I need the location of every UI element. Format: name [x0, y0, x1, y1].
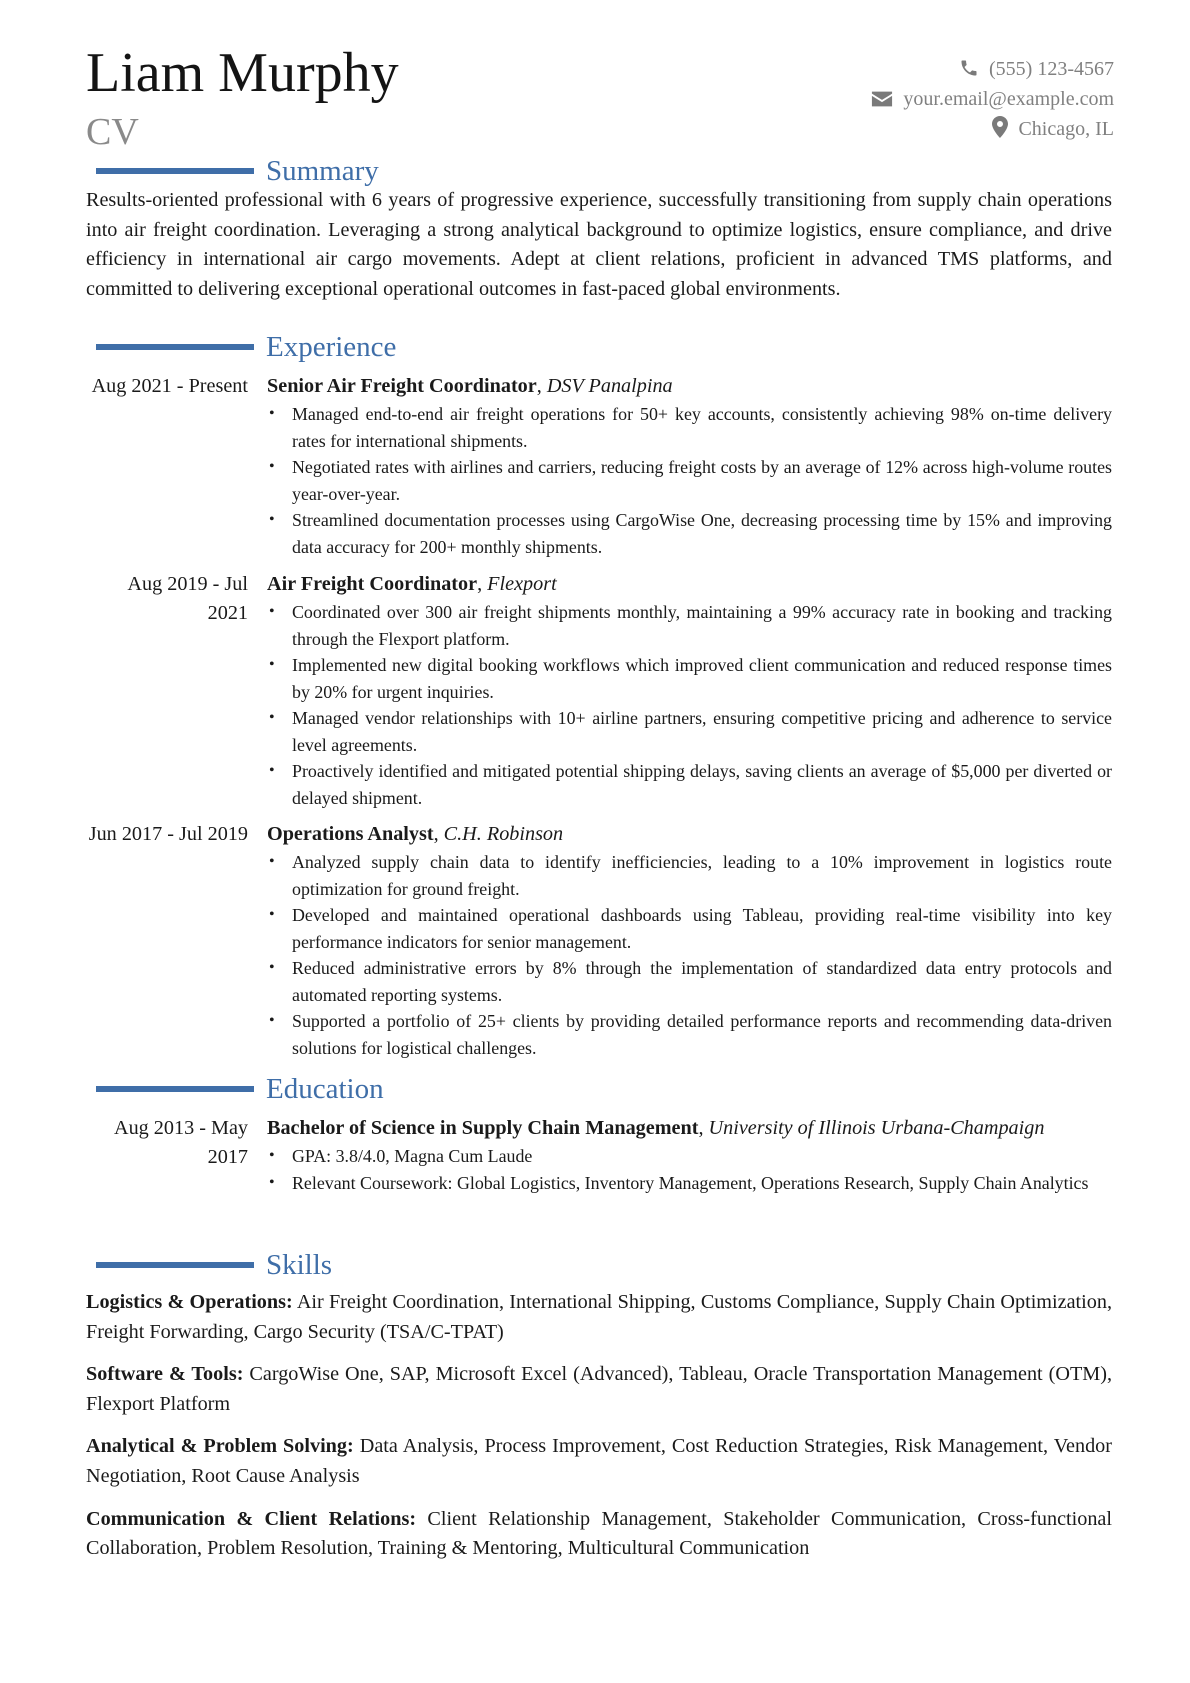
- entry-title: Air Freight Coordinator: [267, 573, 478, 595]
- bullet-item: • Reduced administrative errors by 8% through the implementation of standardized data entry protocols and automated reporting systems.: [292, 955, 1112, 1008]
- entry-body: [267, 820, 1112, 1061]
- bullet-item: • Coordinated over 300 air freight shipments monthly, maintaining a 99% accuracy rate in booking and tracking through the Flexport platform.: [292, 599, 1112, 652]
- entry-bullets: [267, 599, 1112, 811]
- envelope-icon: [871, 90, 893, 108]
- bullet-item: • Supported a portfolio of 25+ clients by providing detailed performance reports and recommending data-driven solutions for logistical challenges.: [292, 1008, 1112, 1061]
- bullet-item: • Managed end-to-end air freight operations for 50+ key accounts, consistently achieving 98% on-time delivery rates for international shipments.: [292, 401, 1112, 454]
- entry-title: Senior Air Freight Coordinator: [267, 375, 537, 397]
- candidate-name: Liam Murphy: [86, 42, 399, 104]
- entry-bullets: [267, 1143, 1112, 1196]
- entry-heading: Bachelor of Science in Supply Chain Management, University of Illinois Urbana-Champaign: [267, 1117, 1045, 1139]
- skill-group-items: Client Relationship Management, Stakeholder Communication, Cross-functional Collaboration, Problem Resolution, Training & Mentoring, Multicultural Communication: [86, 1507, 1112, 1560]
- entry-body: [267, 1114, 1112, 1196]
- education-title: Education: [266, 1073, 384, 1105]
- document-type-label: CV: [86, 111, 139, 153]
- entry-date: Aug 2013 - May 2017: [113, 1117, 248, 1168]
- contact-phone: [871, 54, 1114, 84]
- entry-org: University of Illinois Urbana-Champaign: [708, 1117, 1045, 1139]
- bullet-item: • Developed and maintained operational dashboards using Tableau, providing real-time visibility into key performance indicators for senior management.: [292, 902, 1112, 955]
- entry-date: Jun 2017 - Jul 2019: [88, 823, 248, 845]
- skill-group: [86, 1505, 1112, 1564]
- skill-group-label: Communication & Client Relations:: [86, 1507, 417, 1530]
- entry-body: [267, 372, 1112, 560]
- bullet-item: • Relevant Coursework: Global Logistics, Inventory Management, Operations Research, Supply Chain Analytics: [292, 1170, 1112, 1197]
- contact-location: [871, 114, 1114, 144]
- bullet-item: • Analyzed supply chain data to identify inefficiencies, leading to a 10% improvement in logistics route optimization for ground freight.: [292, 849, 1112, 902]
- skill-group: [86, 1432, 1112, 1491]
- bullet-item: • Streamlined documentation processes using CargoWise One, decreasing processing time by 15% and improving data accuracy for 200+ monthly shipments.: [292, 507, 1112, 560]
- section-rule: [96, 168, 254, 174]
- skill-group: [86, 1288, 1112, 1347]
- skill-group: [86, 1360, 1112, 1419]
- skills-title: Skills: [266, 1249, 333, 1281]
- bullet-item: • GPA: 3.8/4.0, Magna Cum Laude: [292, 1143, 1112, 1170]
- section-rule: [96, 1086, 254, 1092]
- entry-title: Bachelor of Science in Supply Chain Management: [267, 1117, 699, 1139]
- bullet-item: • Proactively identified and mitigated potential shipping delays, saving clients an average of $5,000 per diverted or delayed shipment.: [292, 758, 1112, 811]
- entry-org: DSV Panalpina: [546, 375, 673, 397]
- entry-date: Aug 2021 - Present: [91, 375, 248, 397]
- entry-heading: Senior Air Freight Coordinator, DSV Panalpina: [267, 375, 673, 397]
- entry-heading: Operations Analyst, C.H. Robinson: [267, 823, 564, 845]
- bullet-item: • Negotiated rates with airlines and carriers, reducing freight costs by an average of 12% across high-volume routes year-over-year.: [292, 454, 1112, 507]
- entry-bullets: [267, 401, 1112, 560]
- skill-group-label: Software & Tools:: [86, 1363, 244, 1386]
- summary-title: Summary: [266, 155, 379, 187]
- entry-date: Aug 2019 - Jul 2021: [127, 573, 248, 624]
- contact-phone-text: (555) 123-4567: [989, 58, 1114, 80]
- skill-group-label: Analytical & Problem Solving:: [86, 1435, 354, 1458]
- entry-heading: Air Freight Coordinator, Flexport: [267, 573, 557, 595]
- experience-title: Experience: [266, 331, 397, 363]
- entry-body: [267, 570, 1112, 811]
- map-pin-icon: [992, 116, 1008, 138]
- entry-org: Flexport: [487, 573, 557, 595]
- section-rule: [96, 1262, 254, 1268]
- skill-group-items: Air Freight Coordination, International Shipping, Customs Compliance, Supply Chain Optimization, Freight Forwarding, Cargo Security (TSA/C-TPAT): [86, 1291, 1112, 1343]
- phone-icon: [959, 58, 979, 78]
- entry-org: C.H. Robinson: [443, 823, 564, 845]
- skill-group-items: CargoWise One, SAP, Microsoft Excel (Advanced), Tableau, Oracle Transportation Management (OTM), Flexport Platform: [86, 1363, 1112, 1415]
- bullet-item: • Implemented new digital booking workflows which improved client communication and reduced response times by 20% for urgent inquiries.: [292, 652, 1112, 705]
- contact-email-text[interactable]: your.email@example.com: [903, 88, 1114, 110]
- contact-block: [871, 54, 1114, 144]
- summary-text: Results-oriented professional with 6 years of progressive experience, successfully transitioning from supply chain operations into air freight coordination. Leveraging a strong analytical background to optimize logistics, ensure compliance, and drive efficiency in international air cargo movements. Adept at client relations, proficient in advanced TMS platforms, and committed to delivering exceptional operational outcomes in fast-paced global environments.: [86, 189, 1112, 300]
- skill-group-label: Logistics & Operations:: [86, 1291, 293, 1313]
- contact-email[interactable]: [871, 84, 1114, 114]
- skill-group-items: Data Analysis, Process Improvement, Cost Reduction Strategies, Risk Management, Vendor Negotiation, Root Cause Analysis: [86, 1435, 1112, 1487]
- entry-bullets: [267, 849, 1112, 1061]
- contact-location-text: Chicago, IL: [1018, 118, 1114, 140]
- section-rule: [96, 344, 254, 350]
- skills-list: [86, 1288, 1112, 1577]
- entry-title: Operations Analyst: [267, 823, 434, 845]
- bullet-item: • Managed vendor relationships with 10+ airline partners, ensuring competitive pricing and adherence to service level agreements.: [292, 705, 1112, 758]
